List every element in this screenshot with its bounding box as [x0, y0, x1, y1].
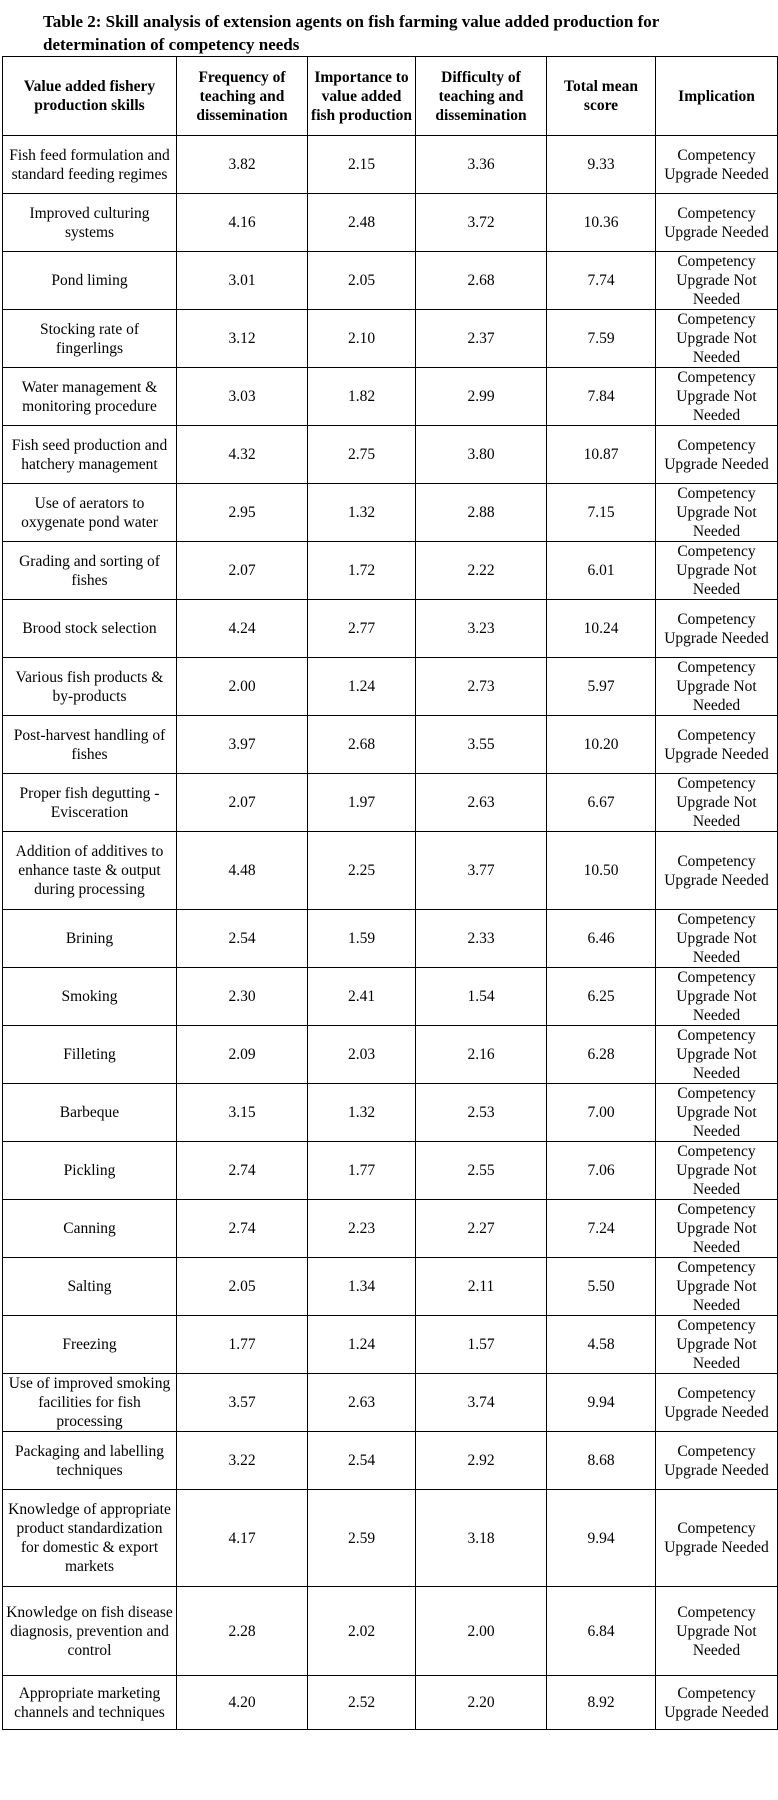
- total-mean-cell: 7.06: [547, 1142, 656, 1200]
- table-row: [3, 1374, 778, 1432]
- implication-cell: Competency Upgrade Not Needed: [656, 1316, 778, 1374]
- header-skill: Value added fishery production skills: [3, 57, 177, 136]
- implication-cell: Competency Upgrade Not Needed: [656, 658, 778, 716]
- implication-cell: Competency Upgrade Not Needed: [656, 1200, 778, 1258]
- skill-cell: Knowledge of appropriate product standardization for domestic & export markets: [3, 1490, 177, 1587]
- importance-cell: 2.15: [308, 136, 416, 194]
- header-frequency: Frequency of teaching and dissemination: [177, 57, 308, 136]
- frequency-cell: 2.07: [177, 774, 308, 832]
- importance-cell: 2.03: [308, 1026, 416, 1084]
- difficulty-cell: 3.74: [416, 1374, 547, 1432]
- skill-cell: Use of improved smoking facilities for fish processing: [3, 1374, 177, 1432]
- importance-cell: 2.25: [308, 832, 416, 910]
- importance-cell: 2.63: [308, 1374, 416, 1432]
- table-row: [3, 136, 778, 194]
- header-difficulty: Difficulty of teaching and dissemination: [416, 57, 547, 136]
- total-mean-cell: 6.46: [547, 910, 656, 968]
- table-row: [3, 1676, 778, 1730]
- table-row: [3, 968, 778, 1026]
- importance-cell: 1.34: [308, 1258, 416, 1316]
- importance-cell: 2.54: [308, 1432, 416, 1490]
- total-mean-cell: 10.20: [547, 716, 656, 774]
- implication-cell: Competency Upgrade Needed: [656, 426, 778, 484]
- difficulty-cell: 2.11: [416, 1258, 547, 1316]
- header-importance: Importance to value added fish production: [308, 57, 416, 136]
- importance-cell: 2.59: [308, 1490, 416, 1587]
- difficulty-cell: 1.54: [416, 968, 547, 1026]
- skill-cell: Canning: [3, 1200, 177, 1258]
- frequency-cell: 2.28: [177, 1587, 308, 1676]
- implication-cell: Competency Upgrade Not Needed: [656, 968, 778, 1026]
- difficulty-cell: 3.23: [416, 600, 547, 658]
- table-row: [3, 774, 778, 832]
- implication-cell: Competency Upgrade Needed: [656, 716, 778, 774]
- table-row: [3, 542, 778, 600]
- skill-cell: Water management & monitoring procedure: [3, 368, 177, 426]
- importance-cell: 2.52: [308, 1676, 416, 1730]
- total-mean-cell: 6.25: [547, 968, 656, 1026]
- total-mean-cell: 5.97: [547, 658, 656, 716]
- difficulty-cell: 2.27: [416, 1200, 547, 1258]
- frequency-cell: 4.24: [177, 600, 308, 658]
- frequency-cell: 2.95: [177, 484, 308, 542]
- table-row: [3, 1432, 778, 1490]
- table-title: Table 2: Skill analysis of extension agents on fish farming value added production for determination of competency needs: [43, 12, 660, 54]
- difficulty-cell: 2.33: [416, 910, 547, 968]
- frequency-cell: 2.54: [177, 910, 308, 968]
- difficulty-cell: 2.37: [416, 310, 547, 368]
- skill-analysis-table: [2, 56, 778, 1730]
- frequency-cell: 2.07: [177, 542, 308, 600]
- total-mean-cell: 6.28: [547, 1026, 656, 1084]
- implication-cell: Competency Upgrade Not Needed: [656, 1258, 778, 1316]
- skill-cell: Improved culturing systems: [3, 194, 177, 252]
- total-mean-cell: 8.92: [547, 1676, 656, 1730]
- table-row: [3, 194, 778, 252]
- skill-cell: Smoking: [3, 968, 177, 1026]
- difficulty-cell: 3.80: [416, 426, 547, 484]
- importance-cell: 1.97: [308, 774, 416, 832]
- frequency-cell: 3.03: [177, 368, 308, 426]
- frequency-cell: 2.09: [177, 1026, 308, 1084]
- implication-cell: Competency Upgrade Not Needed: [656, 1587, 778, 1676]
- difficulty-cell: 3.77: [416, 832, 547, 910]
- skill-cell: Salting: [3, 1258, 177, 1316]
- difficulty-cell: 2.92: [416, 1432, 547, 1490]
- importance-cell: 1.59: [308, 910, 416, 968]
- importance-cell: 2.48: [308, 194, 416, 252]
- table-row: [3, 1587, 778, 1676]
- skill-cell: Barbeque: [3, 1084, 177, 1142]
- frequency-cell: 4.16: [177, 194, 308, 252]
- table-row: [3, 832, 778, 910]
- importance-cell: 2.02: [308, 1587, 416, 1676]
- frequency-cell: 4.17: [177, 1490, 308, 1587]
- skill-cell: Use of aerators to oxygenate pond water: [3, 484, 177, 542]
- difficulty-cell: 2.63: [416, 774, 547, 832]
- frequency-cell: 3.12: [177, 310, 308, 368]
- table-row: [3, 1490, 778, 1587]
- importance-cell: 1.82: [308, 368, 416, 426]
- difficulty-cell: 3.55: [416, 716, 547, 774]
- difficulty-cell: 3.18: [416, 1490, 547, 1587]
- difficulty-cell: 3.72: [416, 194, 547, 252]
- skill-cell: Post-harvest handling of fishes: [3, 716, 177, 774]
- table-row: [3, 1258, 778, 1316]
- difficulty-cell: 2.73: [416, 658, 547, 716]
- frequency-cell: 3.82: [177, 136, 308, 194]
- importance-cell: 1.32: [308, 1084, 416, 1142]
- importance-cell: 2.05: [308, 252, 416, 310]
- total-mean-cell: 6.01: [547, 542, 656, 600]
- skill-cell: Various fish products & by-products: [3, 658, 177, 716]
- frequency-cell: 4.32: [177, 426, 308, 484]
- table-row: [3, 600, 778, 658]
- total-mean-cell: 6.67: [547, 774, 656, 832]
- implication-cell: Competency Upgrade Needed: [656, 600, 778, 658]
- total-mean-cell: 9.94: [547, 1374, 656, 1432]
- implication-cell: Competency Upgrade Not Needed: [656, 368, 778, 426]
- difficulty-cell: 2.99: [416, 368, 547, 426]
- table-row: [3, 658, 778, 716]
- frequency-cell: 3.57: [177, 1374, 308, 1432]
- table-row: [3, 426, 778, 484]
- importance-cell: 2.41: [308, 968, 416, 1026]
- frequency-cell: 2.74: [177, 1200, 308, 1258]
- implication-cell: Competency Upgrade Not Needed: [656, 774, 778, 832]
- table-row: [3, 1026, 778, 1084]
- skill-cell: Pickling: [3, 1142, 177, 1200]
- implication-cell: Competency Upgrade Not Needed: [656, 484, 778, 542]
- skill-cell: Fish feed formulation and standard feeding regimes: [3, 136, 177, 194]
- implication-cell: Competency Upgrade Not Needed: [656, 310, 778, 368]
- skill-cell: Knowledge on fish disease diagnosis, prevention and control: [3, 1587, 177, 1676]
- table-row: [3, 368, 778, 426]
- frequency-cell: 3.15: [177, 1084, 308, 1142]
- implication-cell: Competency Upgrade Not Needed: [656, 910, 778, 968]
- skill-cell: Proper fish degutting - Evisceration: [3, 774, 177, 832]
- total-mean-cell: 10.24: [547, 600, 656, 658]
- skill-cell: Freezing: [3, 1316, 177, 1374]
- importance-cell: 1.72: [308, 542, 416, 600]
- implication-cell: Competency Upgrade Not Needed: [656, 1142, 778, 1200]
- implication-cell: Competency Upgrade Needed: [656, 1432, 778, 1490]
- importance-cell: 1.24: [308, 1316, 416, 1374]
- total-mean-cell: 7.15: [547, 484, 656, 542]
- importance-cell: 1.24: [308, 658, 416, 716]
- skill-cell: Pond liming: [3, 252, 177, 310]
- skill-cell: Addition of additives to enhance taste & output during processing: [3, 832, 177, 910]
- table-row: [3, 310, 778, 368]
- importance-cell: 2.23: [308, 1200, 416, 1258]
- importance-cell: 2.75: [308, 426, 416, 484]
- frequency-cell: 2.74: [177, 1142, 308, 1200]
- difficulty-cell: 2.16: [416, 1026, 547, 1084]
- difficulty-cell: 1.57: [416, 1316, 547, 1374]
- table-row: [3, 1142, 778, 1200]
- skill-cell: Grading and sorting of fishes: [3, 542, 177, 600]
- total-mean-cell: 10.87: [547, 426, 656, 484]
- table-row: [3, 1200, 778, 1258]
- table-row: [3, 484, 778, 542]
- table-row: [3, 252, 778, 310]
- skill-cell: Fish seed production and hatchery management: [3, 426, 177, 484]
- difficulty-cell: 2.20: [416, 1676, 547, 1730]
- implication-cell: Competency Upgrade Not Needed: [656, 252, 778, 310]
- implication-cell: Competency Upgrade Needed: [656, 1490, 778, 1587]
- implication-cell: Competency Upgrade Not Needed: [656, 1084, 778, 1142]
- importance-cell: 2.77: [308, 600, 416, 658]
- skill-cell: Packaging and labelling techniques: [3, 1432, 177, 1490]
- frequency-cell: 4.20: [177, 1676, 308, 1730]
- table-row: [3, 716, 778, 774]
- frequency-cell: 1.77: [177, 1316, 308, 1374]
- importance-cell: 1.77: [308, 1142, 416, 1200]
- frequency-cell: 3.22: [177, 1432, 308, 1490]
- total-mean-cell: 10.50: [547, 832, 656, 910]
- skill-cell: Brining: [3, 910, 177, 968]
- header-row: [3, 57, 778, 136]
- table-row: [3, 910, 778, 968]
- skill-cell: Appropriate marketing channels and techniques: [3, 1676, 177, 1730]
- total-mean-cell: 7.84: [547, 368, 656, 426]
- difficulty-cell: 2.00: [416, 1587, 547, 1676]
- implication-cell: Competency Upgrade Needed: [656, 1374, 778, 1432]
- implication-cell: Competency Upgrade Not Needed: [656, 1026, 778, 1084]
- importance-cell: 1.32: [308, 484, 416, 542]
- total-mean-cell: 7.59: [547, 310, 656, 368]
- implication-cell: Competency Upgrade Not Needed: [656, 542, 778, 600]
- difficulty-cell: 2.22: [416, 542, 547, 600]
- importance-cell: 2.68: [308, 716, 416, 774]
- implication-cell: Competency Upgrade Needed: [656, 832, 778, 910]
- total-mean-cell: 9.33: [547, 136, 656, 194]
- implication-cell: Competency Upgrade Needed: [656, 194, 778, 252]
- frequency-cell: 2.05: [177, 1258, 308, 1316]
- implication-cell: Competency Upgrade Needed: [656, 1676, 778, 1730]
- difficulty-cell: 3.36: [416, 136, 547, 194]
- header-total-mean: Total mean score: [547, 57, 656, 136]
- skill-cell: Filleting: [3, 1026, 177, 1084]
- difficulty-cell: 2.68: [416, 252, 547, 310]
- importance-cell: 2.10: [308, 310, 416, 368]
- skill-cell: Stocking rate of fingerlings: [3, 310, 177, 368]
- difficulty-cell: 2.53: [416, 1084, 547, 1142]
- table-row: [3, 1316, 778, 1374]
- frequency-cell: 2.30: [177, 968, 308, 1026]
- difficulty-cell: 2.88: [416, 484, 547, 542]
- difficulty-cell: 2.55: [416, 1142, 547, 1200]
- total-mean-cell: 8.68: [547, 1432, 656, 1490]
- total-mean-cell: 7.74: [547, 252, 656, 310]
- implication-cell: Competency Upgrade Needed: [656, 136, 778, 194]
- skill-cell: Brood stock selection: [3, 600, 177, 658]
- total-mean-cell: 9.94: [547, 1490, 656, 1587]
- frequency-cell: 4.48: [177, 832, 308, 910]
- frequency-cell: 3.01: [177, 252, 308, 310]
- total-mean-cell: 7.24: [547, 1200, 656, 1258]
- frequency-cell: 2.00: [177, 658, 308, 716]
- frequency-cell: 3.97: [177, 716, 308, 774]
- total-mean-cell: 5.50: [547, 1258, 656, 1316]
- table-row: [3, 1084, 778, 1142]
- total-mean-cell: 4.58: [547, 1316, 656, 1374]
- total-mean-cell: 6.84: [547, 1587, 656, 1676]
- total-mean-cell: 10.36: [547, 194, 656, 252]
- header-implication: Implication: [656, 57, 778, 136]
- total-mean-cell: 7.00: [547, 1084, 656, 1142]
